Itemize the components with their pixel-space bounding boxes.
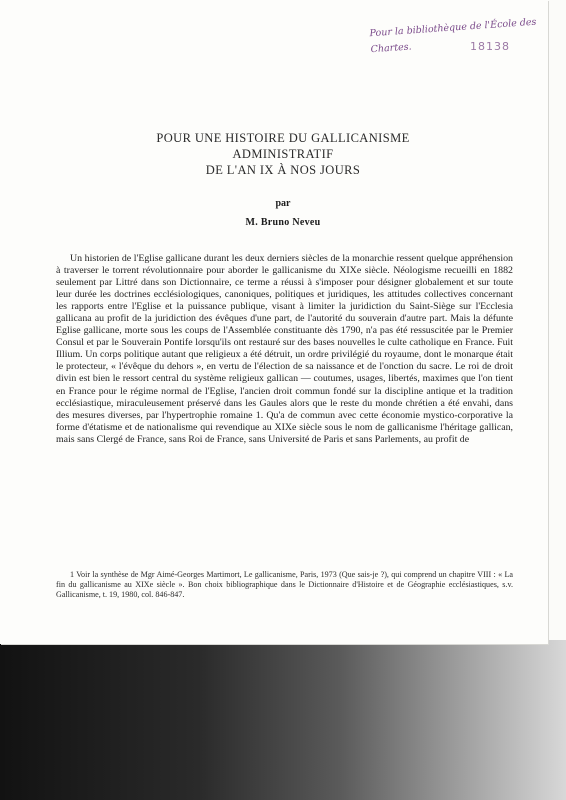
title-line-3: DE L'AN IX À NOS JOURS [205, 163, 361, 177]
author-name: M. Bruno Neveu [245, 217, 321, 228]
handwritten-shelf-number: 18138 [470, 40, 510, 53]
footnote-text: 1 Voir la synthèse de Mgr Aimé-Georges Martimort, Le gallicanisme, Paris, 1973 (Que sais-je ?), qui comprend un chapitre VIII : « La fin du gallicanisme au XIXe siècle ». Bon choix bibliographique dans le Dictionnaire d'Histoire et de Géographie ecclésiastiques, s.v. Gallicanisme, t. 19, 1980, col. 846-847. [56, 570, 513, 599]
title-line-2: ADMINISTRATIF [232, 147, 334, 161]
article-title [0, 130, 566, 178]
scanner-background [0, 640, 566, 800]
by-line: par [275, 198, 291, 209]
body-paragraph: Un historien de l'Eglise gallicane durant les deux derniers siècles de la monarchie ressent quelque appréhension à traverser le torrent révolutionnaire pour aborder le gallicanisme du XIXe siècle. Néologisme recueilli en 1882 seulement par Littré dans son Dictionnaire, ce terme a réussi à s'imposer pour désigner globalement et sur toute leur durée les doctrines ecclésiologiques, canoniques, politiques et juridiques, les attitudes collectives concernant les rapports entre l'Eglise et la puissance publique, visant à limiter la juridiction du Saint-Siège sur l'Ecclesia gallicana au profit de la juridiction des évêques d'une part, de l'autorité du souverain d'autre part. Mais la défunte Eglise gallicane, morte sous les coups de l'Assemblée constituante dès 1790, n'a pas été ressuscitée par le Premier Consul et par le Souverain Pontife lorsqu'ils ont restauré sur des bases nouvelles le culte catholique en France. Fuit Illium. Un corps politique autant que religieux a été détruit, un ordre privilégié du royaume, dont le monarque était le protecteur, « l'évêque du dehors », en vertu de l'élection de sa naissance et de l'onction du sacre. Le roi de droit divin est bien le ressort central du système religieux gallican — coutumes, usages, libertés, maximes que l'on tient en France pour le régime normal de l'Eglise, l'ancien droit commun fondé sur la discipline antique et la tradition ecclésiastique, miraculeusement préservé dans les Gaules alors que le reste du monde chrétien a été envahi, dans des mesures diverses, par l'hypertrophie romaine 1. Qu'a de commun avec cette économie mystico-corporative la forme d'étatisme et de nationalisme qui revendique au XIXe siècle sous le nom de gallicanisme l'héritage gallican, mais sans Clergé de France, sans Roi de France, sans Université de Paris et sans Parlements, au profit de [56, 253, 513, 445]
body-text [56, 253, 513, 446]
title-line-1: POUR UNE HISTOIRE DU GALLICANISME [156, 131, 410, 145]
handwritten-dedication: Pour la bibliothèque de l'École des Chartes. [369, 16, 537, 56]
footnote [56, 570, 513, 599]
